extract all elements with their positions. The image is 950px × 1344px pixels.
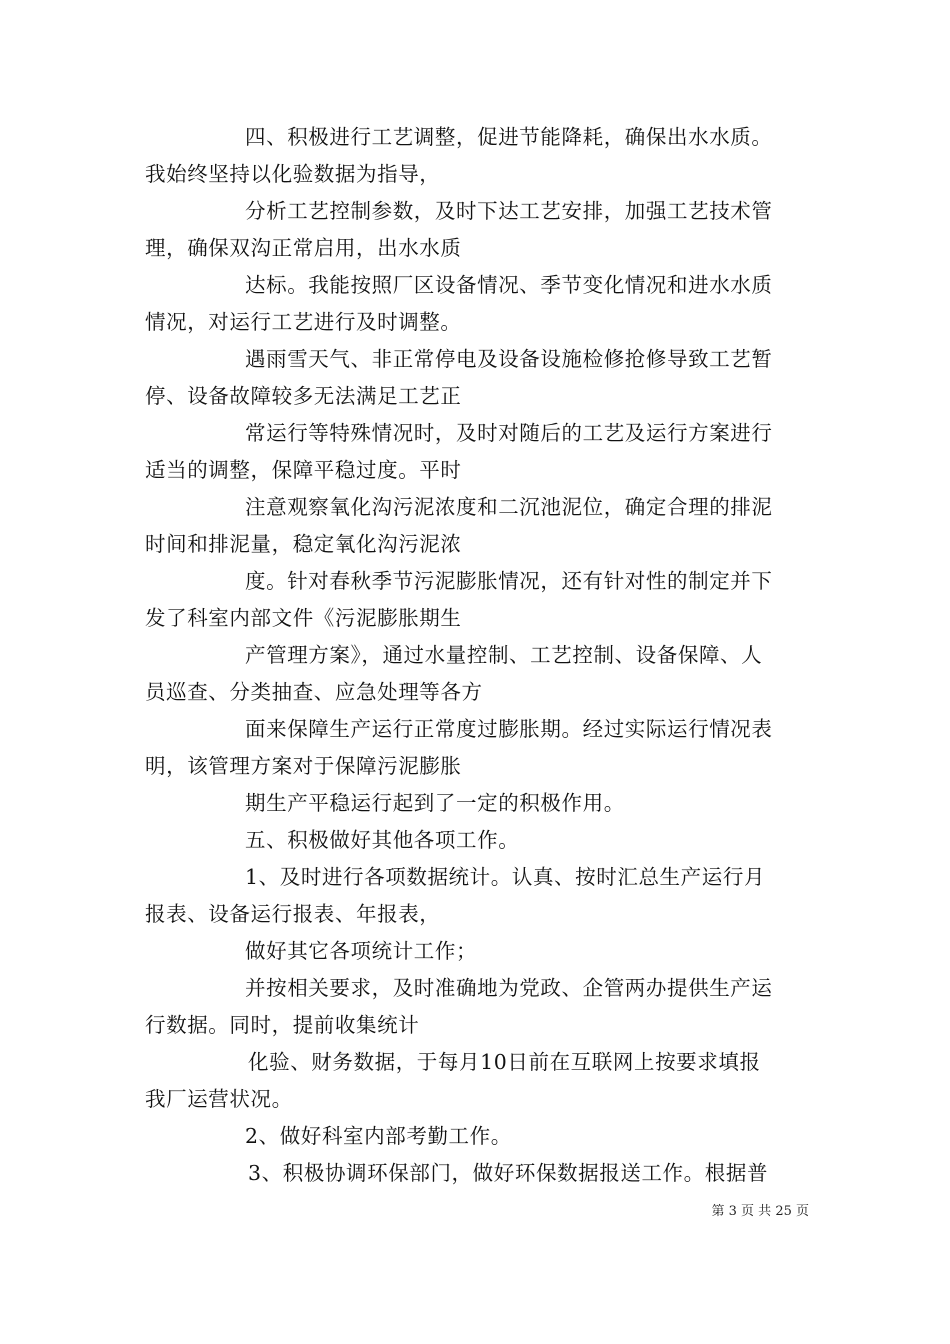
text-line: 遇雨雪天气、非正常停电及设备设施检修抢修导致工艺暂	[245, 347, 773, 371]
text-line: 2、做好科室内部考勤工作。	[245, 1124, 512, 1148]
text-line: 行数据。同时，提前收集统计	[145, 1013, 420, 1037]
text-line: 我始终坚持以化验数据为指导，	[145, 162, 441, 186]
text-line: 时间和排泥量，稳定氧化沟污泥浓	[145, 532, 462, 556]
text-line: 情况，对运行工艺进行及时调整。	[145, 310, 462, 334]
text-line: 1、及时进行各项数据统计。认真、按时汇总生产运行月	[245, 865, 766, 889]
text-line: 员巡查、分类抽查、应急处理等各方	[145, 680, 483, 704]
text-line: 理，确保双沟正常启用，出水水质	[145, 236, 462, 260]
text-line: 发了科室内部文件《污泥膨胀期生	[145, 606, 462, 630]
text-line: 度。针对春秋季节污泥膨胀情况，还有针对性的制定并下	[245, 569, 773, 593]
text-line: 化验、财务数据，于每月10日前在互联网上按要求填报	[248, 1050, 761, 1074]
page-number-footer: 第 3 页 共 25 页	[711, 1204, 809, 1219]
text-line: 期生产平稳运行起到了一定的积极作用。	[245, 791, 625, 815]
text-line: 停、设备故障较多无法满足工艺正	[145, 384, 462, 408]
text-line: 注意观察氧化沟污泥浓度和二沉池泥位，确定合理的排泥	[245, 495, 773, 519]
text-line: 达标。我能按照厂区设备情况、季节变化情况和进水水质	[245, 273, 773, 297]
text-line: 分析工艺控制参数，及时下达工艺安排，加强工艺技术管	[245, 199, 773, 223]
text-line: 产管理方案》，通过水量控制、工艺控制、设备保障、人	[245, 643, 763, 667]
text-line: 并按相关要求，及时准确地为党政、企管两办提供生产运	[245, 976, 773, 1000]
text-line: 做好其它各项统计工作；	[245, 939, 478, 963]
text-line: 适当的调整，保障平稳过度。平时	[145, 458, 462, 482]
text-line: 3、积极协调环保部门，做好环保数据报送工作。根据普	[248, 1161, 769, 1185]
text-line: 五、积极做好其他各项工作。	[245, 828, 520, 852]
text-line: 明，该管理方案对于保障污泥膨胀	[145, 754, 462, 778]
text-line: 报表、设备运行报表、年报表，	[145, 902, 441, 926]
text-line: 面来保障生产运行正常度过膨胀期。经过实际运行情况表	[245, 717, 773, 741]
text-line: 常运行等特殊情况时，及时对随后的工艺及运行方案进行	[245, 421, 773, 445]
text-line: 我厂运营状况。	[145, 1087, 293, 1111]
text-line: 四、积极进行工艺调整，促进节能降耗，确保出水水质。	[245, 125, 773, 149]
document-body	[145, 119, 815, 1192]
